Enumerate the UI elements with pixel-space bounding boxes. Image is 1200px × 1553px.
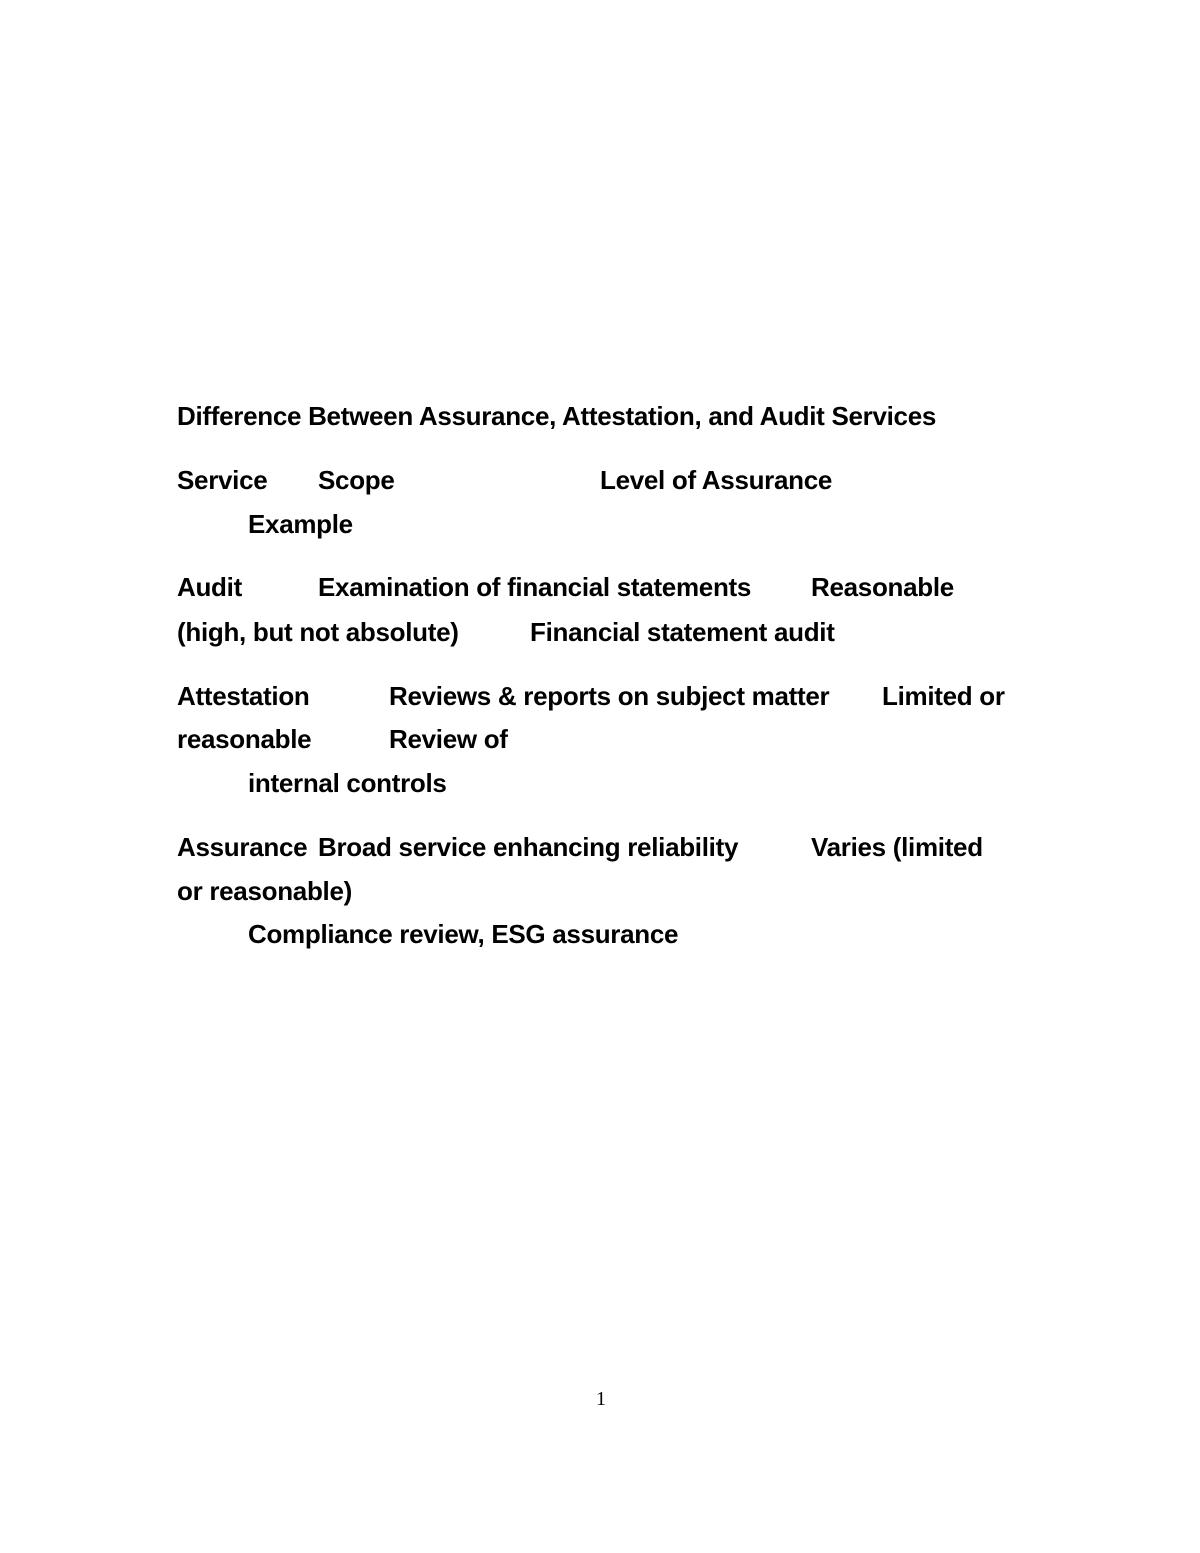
- row-attestation-service: Attestation: [177, 681, 310, 711]
- header-scope: Scope: [318, 465, 395, 495]
- row-attestation-example-continued: internal controls: [248, 768, 447, 798]
- row-assurance-service: Assurance: [177, 832, 308, 862]
- row-attestation-level: Limited or: [882, 681, 1005, 711]
- row-attestation-level-continued: reasonable: [177, 724, 312, 754]
- row-assurance-level-continued: or reasonable): [177, 876, 352, 906]
- row-assurance-level: Varies (limited: [811, 832, 983, 862]
- row-assurance-example: Compliance review, ESG assurance: [248, 919, 679, 949]
- page-number: 1: [596, 1388, 606, 1410]
- header-service: Service: [177, 465, 268, 495]
- row-assurance-scope: Broad service enhancing reliability: [318, 832, 739, 862]
- row-audit-service: Audit: [177, 572, 242, 602]
- row-audit-scope: Examination of financial statements: [318, 572, 752, 602]
- document-title: Difference Between Assurance, Attestation, and Audit Services: [177, 401, 937, 431]
- row-audit-level-continued: (high, but not absolute): [177, 617, 459, 647]
- header-level-of-assurance: Level of Assurance: [600, 465, 833, 495]
- row-audit-example: Financial statement audit: [530, 617, 835, 647]
- row-audit-level: Reasonable: [811, 572, 954, 602]
- row-attestation-example: Review of: [389, 724, 508, 754]
- header-example: Example: [248, 509, 353, 539]
- row-attestation-scope: Reviews & reports on subject matter: [389, 681, 830, 711]
